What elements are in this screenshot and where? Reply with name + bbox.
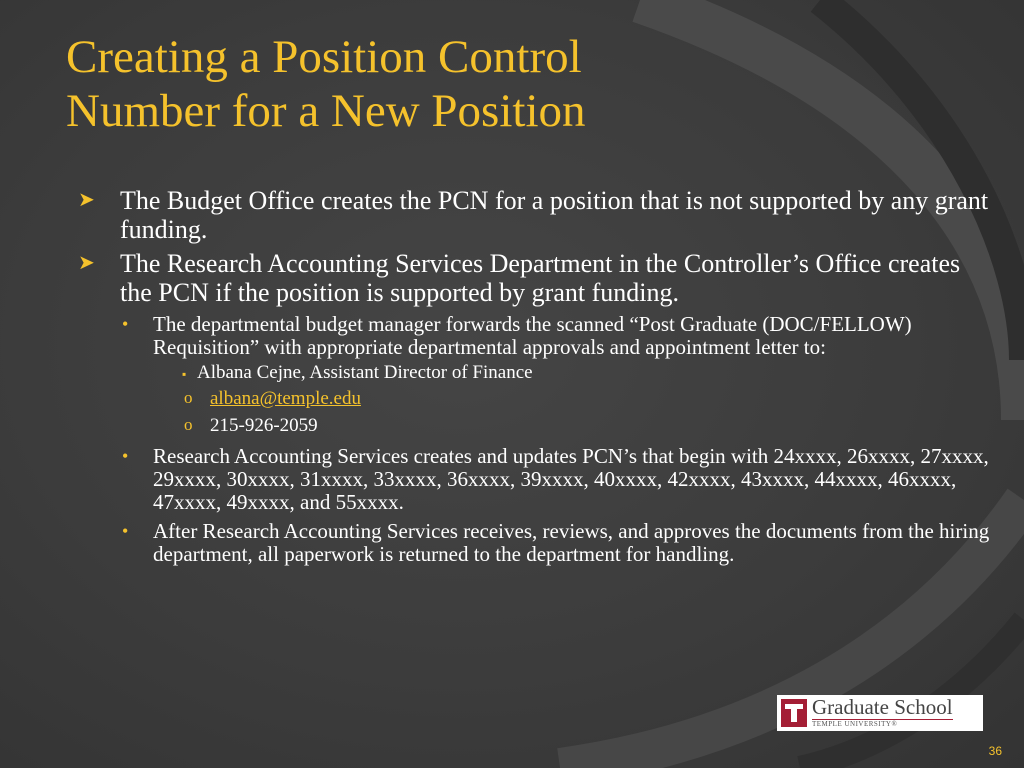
sub-bullet-text: After Research Accounting Services receives, reviews, and approves the documents from the hiring department, all paperwork is returned to the department for handling. [153,519,990,566]
square-bullet-icon: ▪ [182,367,187,381]
dot-bullet-icon: • [122,521,129,541]
bullet-text: The Budget Office creates the PCN for a position that is not supported by any grant funding. [120,186,989,244]
sub-bullet-text: The departmental budget manager forwards the scanned “Post Graduate (DOC/FELLOW) Requisition” with appropriate departmental approvals and appointment letter to: [153,312,912,359]
slide-title-line-2: Number for a New Position [66,85,586,137]
page-number: 36 [988,744,1002,758]
contact-email-item [184,385,990,412]
logo-name: Graduate School [812,695,953,719]
contact-phone-item [184,412,990,439]
sub-bullet-text: Research Accounting Services creates and updates PCN’s that begin with 24xxxx, 26xxxx, 27xxxx, 29xxxx, 30xxxx, 31xxxx, 33xxxx, 36xxxx, 39xxxx, 40xxxx, 42xxxx, 43xxxx, 44xxxx, 46xxxx, 47xxxx, 49xxxx, and 55xxxx. [153,444,989,514]
slide-content [78,186,990,566]
arrowhead-bullet-icon: ➤ [78,252,95,274]
contact-name-item [182,361,990,385]
temple-t-logo-icon [781,699,807,727]
circle-bullet-icon: o [184,415,193,434]
graduate-school-logo [777,695,983,731]
dot-bullet-icon: • [122,446,129,466]
slide-title-line-1: Creating a Position Control [66,31,582,83]
arrowhead-bullet-icon: ➤ [78,189,95,211]
dot-bullet-icon: • [122,314,129,334]
sub-bullet-pcn-ranges [120,445,990,514]
sub-bullet-budget-manager [120,313,990,359]
bullet-text: The Research Accounting Services Department in the Controller’s Office creates the PCN if the position is supported by grant funding. [120,249,961,307]
slide-title [66,30,926,138]
circle-bullet-icon: o [184,388,193,407]
contact-phone: 215-926-2059 [210,415,318,436]
bullet-budget-office [78,186,990,244]
contact-name: Albana Cejne, Assistant Director of Finance [197,362,533,383]
logo-text [812,697,953,729]
sub-bullet-paperwork-returned [120,520,990,566]
email-link[interactable]: albana@temple.edu [210,388,361,409]
bullet-research-accounting [78,249,990,307]
logo-subtitle: TEMPLE UNIVERSITY® [812,719,953,729]
